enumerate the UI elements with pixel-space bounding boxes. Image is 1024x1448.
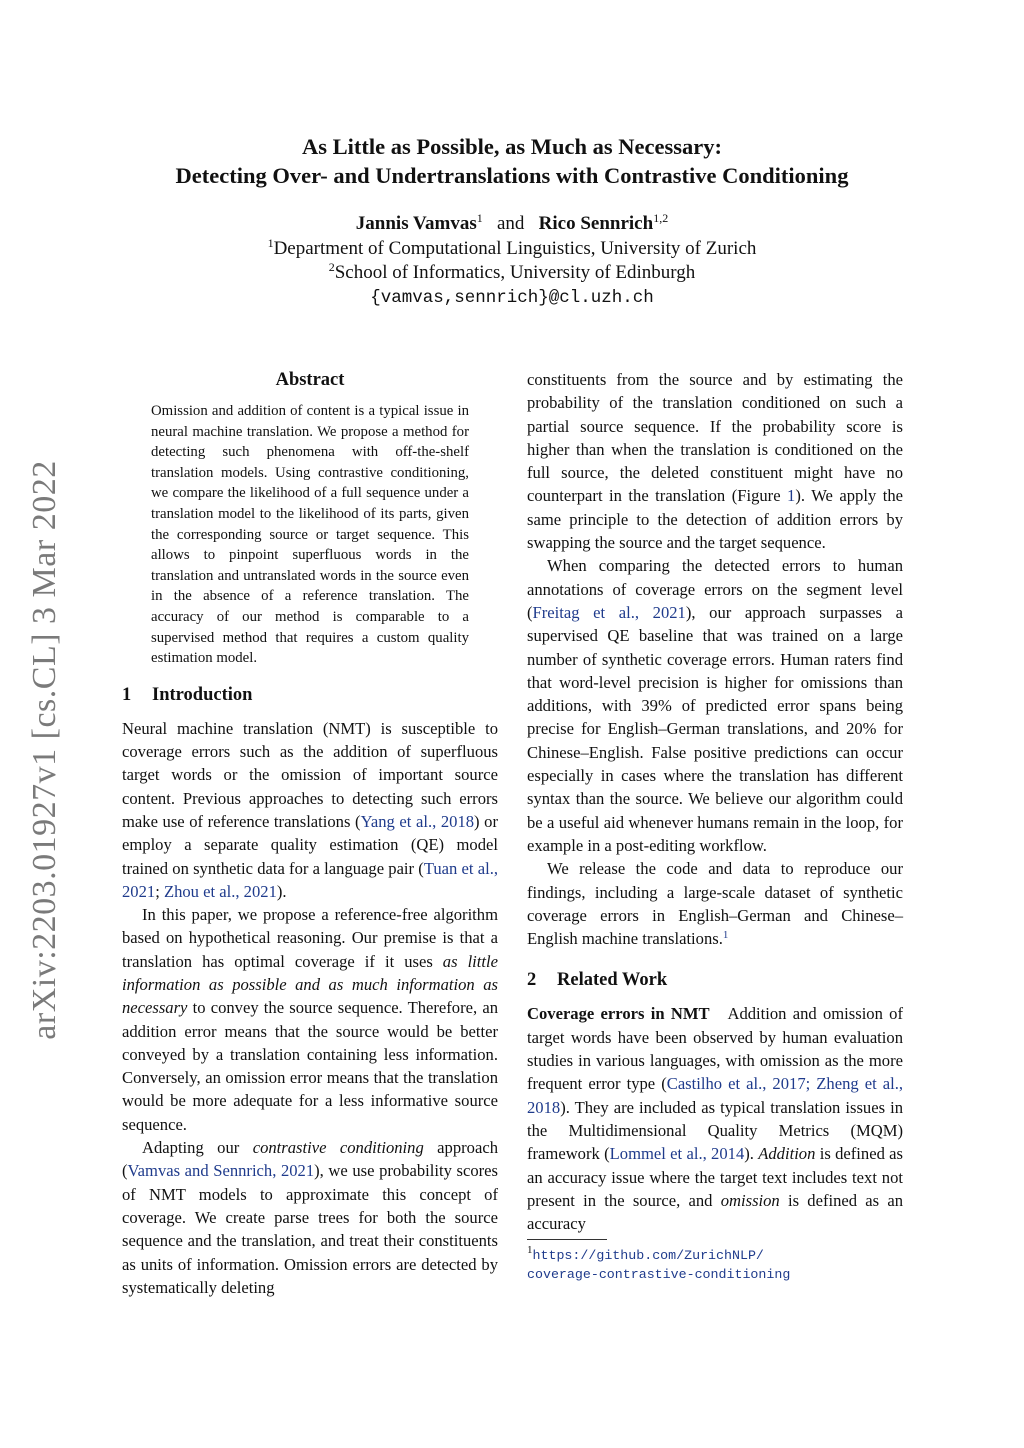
text-run: ), we use probability scores of NMT models to approximate this concept of coverage. We create parse trees for both the source sequence and the translation, and treat their constituents as units of information. Omission errors are detected by systematically deleting bbox=[122, 1161, 498, 1297]
text-run: When comparing the detected errors to human annotations of coverage errors on the segment level ( bbox=[527, 556, 903, 622]
section-title: Related Work bbox=[557, 970, 668, 991]
title-line-1: As Little as Possible, as Much as Necessary: bbox=[302, 134, 722, 159]
text-run: ), our approach surpasses a supervised QE baseline that was trained on a large number of synthetic coverage errors. Human raters find that word-level precision is higher for omissions than additions, with 39% of predicted error spans being precise for English–German translations, and 20% for Chinese–English. False positive predictions can occur especially in cases where the translation has different syntax than the source. We believe our algorithm could be a useful aid whenever humans remain in the loop, for example in a post-editing workflow. bbox=[527, 602, 903, 855]
affiliation-1 bbox=[150, 237, 874, 262]
text-run: ). They are included as typical translation issues in the Multidimensional Quality Metrics (MQM) framework ( bbox=[527, 1097, 903, 1164]
citation-yang-2018[interactable]: Yang et al., 2018 bbox=[360, 811, 475, 831]
footnote-mark-1[interactable]: 1 bbox=[722, 929, 729, 942]
intro-paragraph-5 bbox=[527, 554, 903, 857]
affiliation-2-text: School of Informatics, University of Edinburgh bbox=[334, 262, 696, 283]
arxiv-identifier bbox=[22, 455, 68, 1045]
intro-paragraph-4 bbox=[527, 368, 903, 554]
footnote-number: 1 bbox=[527, 1244, 533, 1257]
text-run: constituents from the source and by estimating the probability of the translation conditioned on such a partial source sequence. If the probability score is higher than when the translation is conditioned on the full source, the deleted constituent might have no counterpart in the translation (Figure bbox=[527, 370, 903, 506]
text-run: Adapting our bbox=[142, 1138, 253, 1158]
related-paragraph-1 bbox=[527, 1002, 908, 1235]
abstract-text: Omission and addition of content is a typical issue in neural machine translation. We propose a method for detecting such phenomena with off-the-shelf translation models. Using contrastive conditioning, we compare the likelihood of a full sequence under a translation model to the likelihood of its parts, given the corresponding source or target sequence. This allows to pinpoint superfluous words in the translation and untranslated words in the source even in the absence of a reference translation. The accuracy of our method is comparable to a supervised method that requires a custom quality estimation model. bbox=[151, 403, 469, 667]
text-run: ) or employ a separate quality estimation (QE) model trained on synthetic data for a language pair ( bbox=[122, 811, 498, 878]
affiliation-2 bbox=[150, 261, 874, 286]
section-number: 1 bbox=[122, 684, 132, 705]
figure-ref-1[interactable]: 1 bbox=[787, 486, 796, 506]
emphasis: omission bbox=[720, 1190, 780, 1210]
text-run: ). We apply the same principle to the detection of addition errors by swapping the source and the target sequence. bbox=[527, 486, 904, 553]
paper-title bbox=[100, 132, 924, 190]
text-run: ). bbox=[744, 1144, 759, 1164]
citation-zheng-2018[interactable]: Zheng et al., 2018 bbox=[527, 1074, 903, 1117]
affiliation-1-sup: 1 bbox=[267, 235, 274, 250]
intro-paragraph-3 bbox=[122, 1136, 498, 1299]
right-column bbox=[527, 368, 908, 1284]
author-1: Jannis Vamvas bbox=[355, 213, 477, 234]
author-1-sup: 1 bbox=[476, 211, 483, 225]
footnote-divider bbox=[527, 1239, 607, 1240]
citation-zhou-2021[interactable]: Zhou et al., 2021 bbox=[163, 881, 277, 901]
text-run: Addition and omission of target words have been observed by human evaluation studies in various languages, with omission as the more frequent error type ( bbox=[527, 1004, 908, 1094]
section-number: 2 bbox=[527, 970, 537, 991]
text-run: ; bbox=[155, 881, 164, 901]
citation-castilho-2017[interactable]: Castilho et al., 2017 bbox=[666, 1074, 806, 1094]
author-names bbox=[150, 212, 874, 237]
affiliation-2-sup: 2 bbox=[328, 260, 335, 274]
citation-freitag-2021[interactable]: Freitag et al., 2021 bbox=[532, 602, 686, 622]
author-2: Rico Sennrich bbox=[538, 213, 654, 234]
run-in-heading: Coverage errors in NMT bbox=[527, 1004, 710, 1024]
text-run: We release the code and data to reproduce our findings, including a large-scale dataset of synthetic coverage errors in English–German and Chinese–English machine translations. bbox=[527, 859, 903, 949]
author-and: and bbox=[496, 213, 525, 234]
footnote-url-line-2[interactable]: coverage-contrastive-conditioning bbox=[527, 1267, 791, 1283]
affiliation-1-text: Department of Computational Linguistics, University of Zurich bbox=[273, 237, 757, 259]
author-block bbox=[150, 212, 874, 310]
emphasis: Addition bbox=[758, 1144, 816, 1164]
title-line-2: Detecting Over- and Undertranslations with Contrastive Conditioning bbox=[175, 163, 849, 188]
intro-paragraph-6 bbox=[527, 857, 903, 950]
text-run: is defined as an accuracy issue where the target text includes text not present in the source, and bbox=[527, 1144, 904, 1210]
text-run: ). bbox=[276, 881, 287, 901]
author-2-sup: 1,2 bbox=[653, 211, 669, 225]
section-title: Introduction bbox=[152, 684, 253, 705]
text-run: to convey the source sequence. Therefore, an addition error means that the source would be better conveyed by a translation containing less information. Conversely, an omission error means that the translation would be more adequate for a less informative source sequence. bbox=[122, 998, 498, 1134]
text-run: approach ( bbox=[122, 1138, 498, 1181]
citation-lommel-2014[interactable]: Lommel et al., 2014 bbox=[609, 1144, 745, 1164]
left-column bbox=[122, 368, 498, 1299]
emphasis: as little information as possible and as much information as necessary bbox=[122, 951, 498, 1018]
author-email: {vamvas,sennrich}@cl.uzh.ch bbox=[370, 287, 654, 308]
intro-paragraph-1 bbox=[122, 717, 498, 903]
text-run: In this paper, we propose a reference-free algorithm based on hypothetical reasoning. Our premise is that a translation has optimal coverage if it uses bbox=[122, 905, 498, 971]
footnote-url-line-1[interactable]: https://github.com/ZurichNLP/ bbox=[532, 1248, 764, 1264]
footnote-1 bbox=[527, 1246, 903, 1284]
arxiv-id-text: arXiv:2203.01927v1 [cs.CL] 3 Mar 2022 bbox=[26, 460, 63, 1040]
text-run: is defined as an accuracy bbox=[527, 1190, 903, 1234]
citation-tuan-2021[interactable]: Tuan et al., 2021 bbox=[122, 858, 498, 901]
intro-paragraph-2 bbox=[122, 903, 498, 1136]
abstract-heading: Abstract bbox=[275, 370, 345, 390]
text-run: ; bbox=[805, 1074, 817, 1094]
section-heading-related-work bbox=[527, 968, 903, 992]
citation-vamvas-2021[interactable]: Vamvas and Sennrich, 2021 bbox=[127, 1161, 315, 1181]
text-run: Neural machine translation (NMT) is susceptible to coverage errors such as the addition of superfluous target words or the omission of important source content. Previous approaches to detecting such errors make use of reference translations ( bbox=[122, 718, 498, 831]
section-heading-introduction bbox=[122, 683, 498, 707]
emphasis: contrastive conditioning bbox=[252, 1138, 424, 1158]
